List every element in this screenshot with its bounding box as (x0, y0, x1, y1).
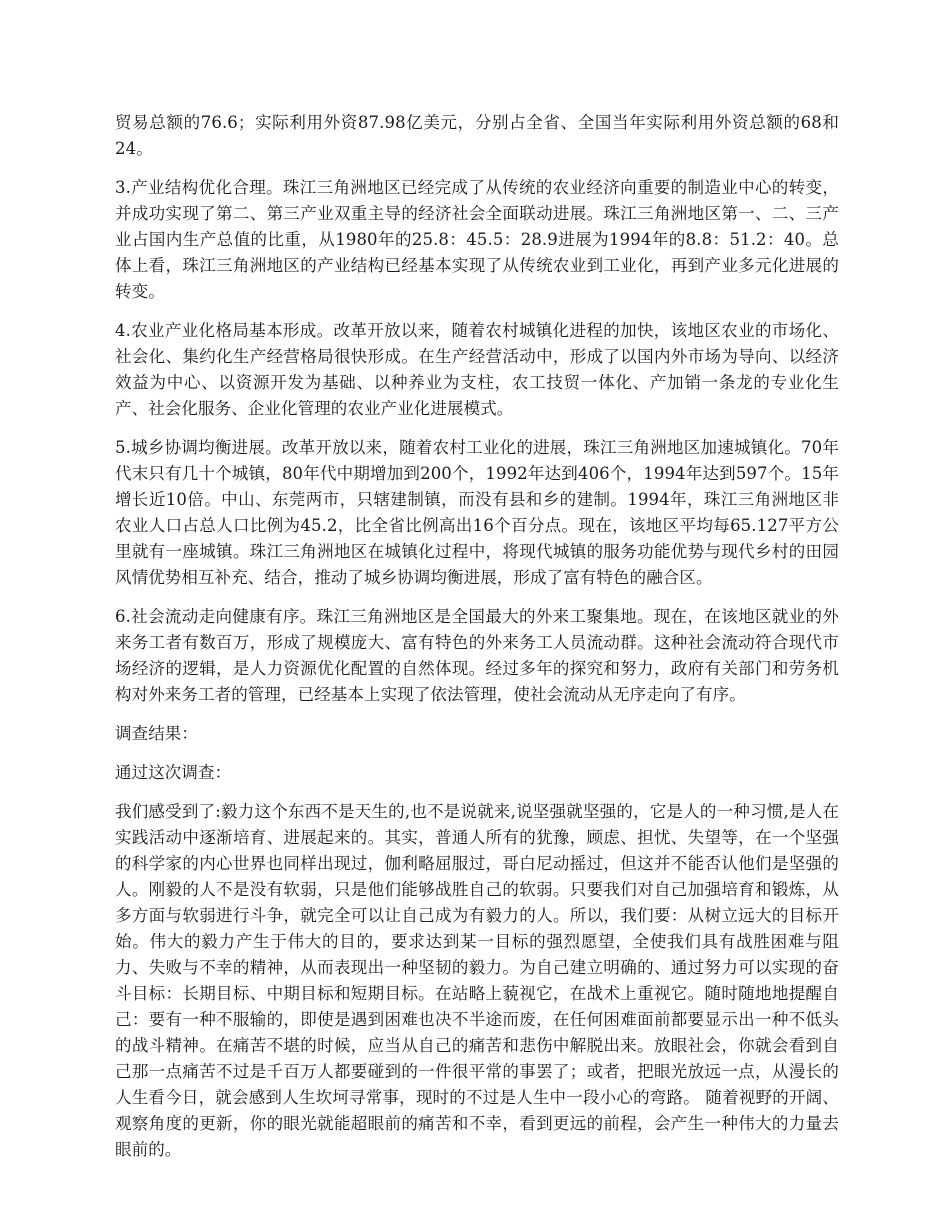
paragraph-urban-rural-development: 5.城乡协调均衡进展。改革开放以来，随着农村工业化的进展，珠江三角洲地区加速城镇化。70年代末只有几十个城镇，80年代中期增加到200个，1992年达到406个，1994年达到597个。15年增长近10倍。中山、东莞两市，只辖建制镇，而没有县和乡的建制。1994年，珠江三角洲地区非农业人口占总人口比例为45.2，比全省比例高出16个百分点。现在，该地区平均每65.127平方公里就有一座城镇。珠江三角洲地区在城镇化过程中，将现代城镇的服务功能优势与现代乡村的田园风情优势相互补充、结合，推动了城乡协调均衡进展，形成了富有特色的融合区。 (115, 438, 839, 587)
heading-through-survey: 通过这次调查： (115, 763, 232, 782)
paragraph-perseverance: 我们感受到了:毅力这个东西不是天生的,也不是说就来,说坚强就坚强的，它是人的一种习惯,是人在实践活动中逐渐培育、进展起来的。其实，普通人所有的犹豫，顾虑、担忧、失望等，在一个坚强的科学家的内心世界也同样出现过，伽利略屈服过，哥白尼动摇过，但这并不能否认他们是坚强的人。刚毅的人不是没有软弱，只是他们能够战胜自己的软弱。只要我们对自己加强培育和锻炼，从多方面与软弱进行斗争，就完全可以让自己成为有毅力的人。所以，我们要：从树立远大的目标开始。伟大的毅力产生于伟大的目的，要求达到某一目标的强烈愿望，全使我们具有战胜困难与阻力、失败与不幸的精神，从而表现出一种坚韧的毅力。为自己建立明确的、通过努力可以实现的奋斗目标：长期目标、中期目标和短期目标。在站略上藐视它，在战术上重视它。随时随地地提醒自己：要有一种不服输的，即使是遇到困难也决不半途而废，在任何困难面前都要显示出一种不低头的战斗精神。在痛苦不堪的时候，应当从自己的痛苦和悲伤中解脱出来。放眼社会，你就会看到自己那一点痛苦不过是千百万人都要碰到的一件很平常的事罢了；或者，把眼光放远一点，从漫长的人生看今日，就会感到人生坎坷寻常事，现时的不过是人生中一段小心的弯路。 随着视野的开阔、观察角度的更新，你的眼光就能超眼前的痛苦和不幸，看到更远的前程，会产生一种伟大的力量去眼前的。 (115, 802, 839, 1159)
paragraph-social-mobility: 6.社会流动走向健康有序。珠江三角洲地区是全国最大的外来工聚集地。现在，在该地区就业的外来务工者有数百万，形成了规模庞大、富有特色的外来务工人员流动群。这种社会流动符合现代市场经济的逻辑，是人力资源优化配置的自然体现。经过多年的探究和努力，政府有关部门和劳务机构对外来务工者的管理，已经基本上实现了依法管理，使社会流动从无序走向了有序。 (115, 607, 839, 704)
heading-survey-results: 调查结果： (115, 724, 198, 743)
paragraph-trade-continuation: 贸易总额的76.6；实际利用外资87.98亿美元，分别占全省、全国当年实际利用外资总额的68和24。 (115, 113, 839, 158)
document-page (115, 110, 839, 1176)
paragraph-agricultural-industrialization: 4.农业产业化格局基本形成。改革开放以来，随着农村城镇化进程的加快，该地区农业的市场化、社会化、集约化生产经营格局很快形成。在生产经营活动中，形成了以国内外市场为导向、以经济效益为中心、以资源开发为基础、以种养业为支柱，农工技贸一体化、产加销一条龙的专业化生产、社会化服务、企业化管理的农业产业化进展模式。 (115, 321, 839, 418)
paragraph-industrial-structure: 3.产业结构优化合理。珠江三角洲地区已经完成了从传统的农业经济向重要的制造业中心的转变，并成功实现了第二、第三产业双重主导的经济社会全面联动进展。珠江三角洲地区第一、二、三产业占国内生产总值的比重，从1980年的25.8：45.5：28.9进展为1994年的8.8：51.2：40。总体上看，珠江三角洲地区的产业结构已经基本实现了从传统农业到工业化，再到产业多元化进展的转变。 (115, 178, 839, 301)
